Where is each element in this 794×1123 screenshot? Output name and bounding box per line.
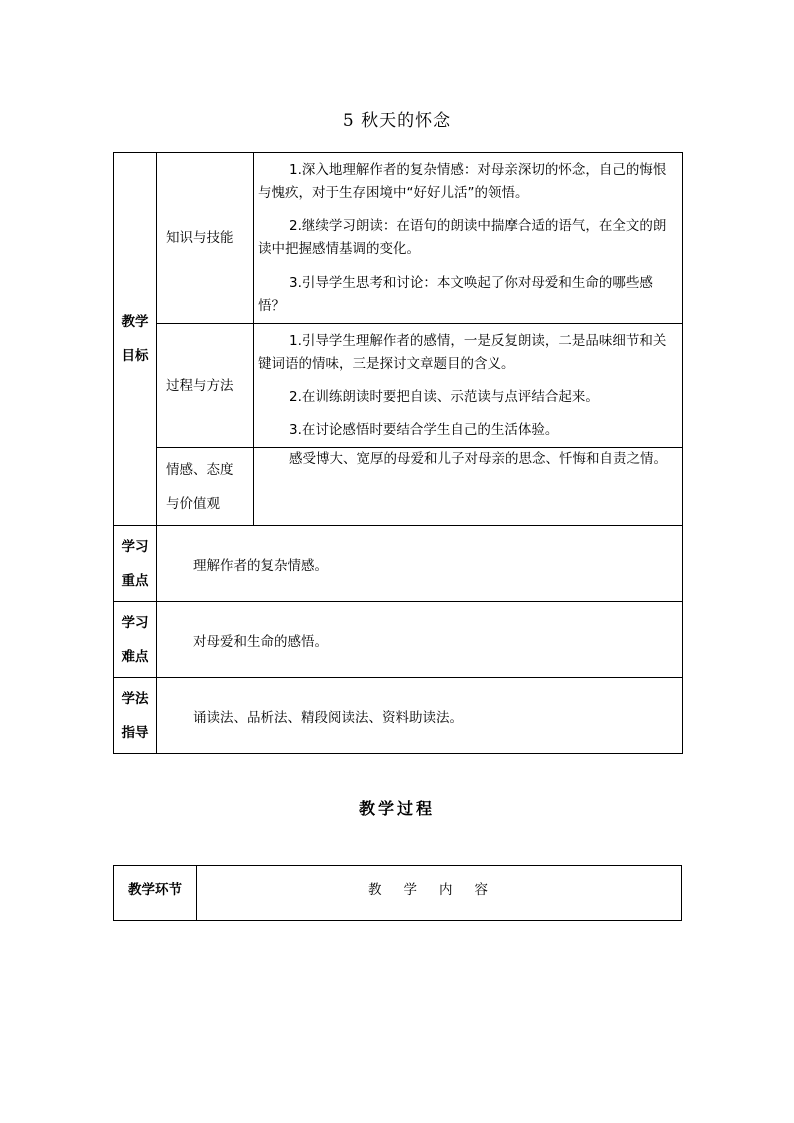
- method-label: [114, 678, 157, 754]
- knowledge-item-3: 3.引导学生思考和讨论：本文唤起了你对母爱和生命的哪些感悟？: [258, 275, 653, 314]
- emotion-label-line1: 情感、态度: [166, 461, 234, 478]
- key-point-content: 理解作者的复杂情感。: [157, 526, 683, 602]
- knowledge-label: 知识与技能: [157, 153, 254, 324]
- emotion-content: [254, 448, 683, 526]
- goals-label-cell: [114, 153, 157, 526]
- knowledge-item-2: 2.继续学习朗读：在语句的朗读中揣摩合适的语气，在全文的朗读中把握感情基调的变化。: [258, 218, 667, 257]
- key-point-label: [114, 526, 157, 602]
- table-row: [114, 526, 683, 602]
- method-label-line2: 指导: [121, 724, 149, 741]
- table-row: [114, 866, 682, 921]
- process-section-title: 教学过程: [358, 799, 435, 818]
- process-col-content: 教学内容: [197, 866, 682, 921]
- process-item-2: 2.在训练朗读时要把自读、示范读与点评结合起来。: [289, 389, 599, 405]
- knowledge-item-1: 1.深入地理解作者的复杂情感：对母亲深切的怀念，自己的悔恨与愧疚，对于生存困境中“好好儿活”的领悟。: [258, 162, 667, 201]
- difficulty-label-line1: 学习: [121, 614, 149, 631]
- knowledge-content: [254, 153, 683, 324]
- table-row: [114, 448, 683, 526]
- process-method-label: 过程与方法: [157, 324, 254, 448]
- teaching-process-table: [113, 865, 682, 921]
- table-row: [114, 678, 683, 754]
- difficulty-content: 对母爱和生命的感悟。: [157, 602, 683, 678]
- method-content: 诵读法、品析法、精段阅读法、资料助读法。: [157, 678, 683, 754]
- goals-label-line1: 教学: [121, 314, 149, 330]
- process-item-1: 1.引导学生理解作者的感情，一是反复朗读，二是品味细节和关键词语的情味，三是探讨文章题目的含义。: [258, 333, 667, 372]
- difficulty-label: [114, 602, 157, 678]
- emotion-item-1: 感受博大、宽厚的母爱和儿子对母亲的思念、忏悔和自责之情。: [289, 451, 668, 467]
- table-row: [114, 324, 683, 448]
- method-label-line1: 学法: [121, 690, 149, 707]
- key-point-label-line1: 学习: [121, 538, 149, 555]
- process-col-stage: 教学环节: [114, 866, 197, 921]
- emotion-label-line2: 与价值观: [166, 495, 220, 512]
- teaching-goals-table: [113, 152, 683, 754]
- emotion-label: [157, 448, 254, 526]
- difficulty-label-line2: 难点: [121, 648, 149, 665]
- goals-label-line2: 目标: [121, 348, 149, 364]
- table-row: [114, 602, 683, 678]
- process-method-content: [254, 324, 683, 448]
- process-item-3: 3.在讨论感悟时要结合学生自己的生活体验。: [289, 422, 559, 438]
- key-point-label-line2: 重点: [121, 572, 149, 589]
- table-row: [114, 153, 683, 324]
- page-title: 5 秋天的怀念: [342, 111, 452, 131]
